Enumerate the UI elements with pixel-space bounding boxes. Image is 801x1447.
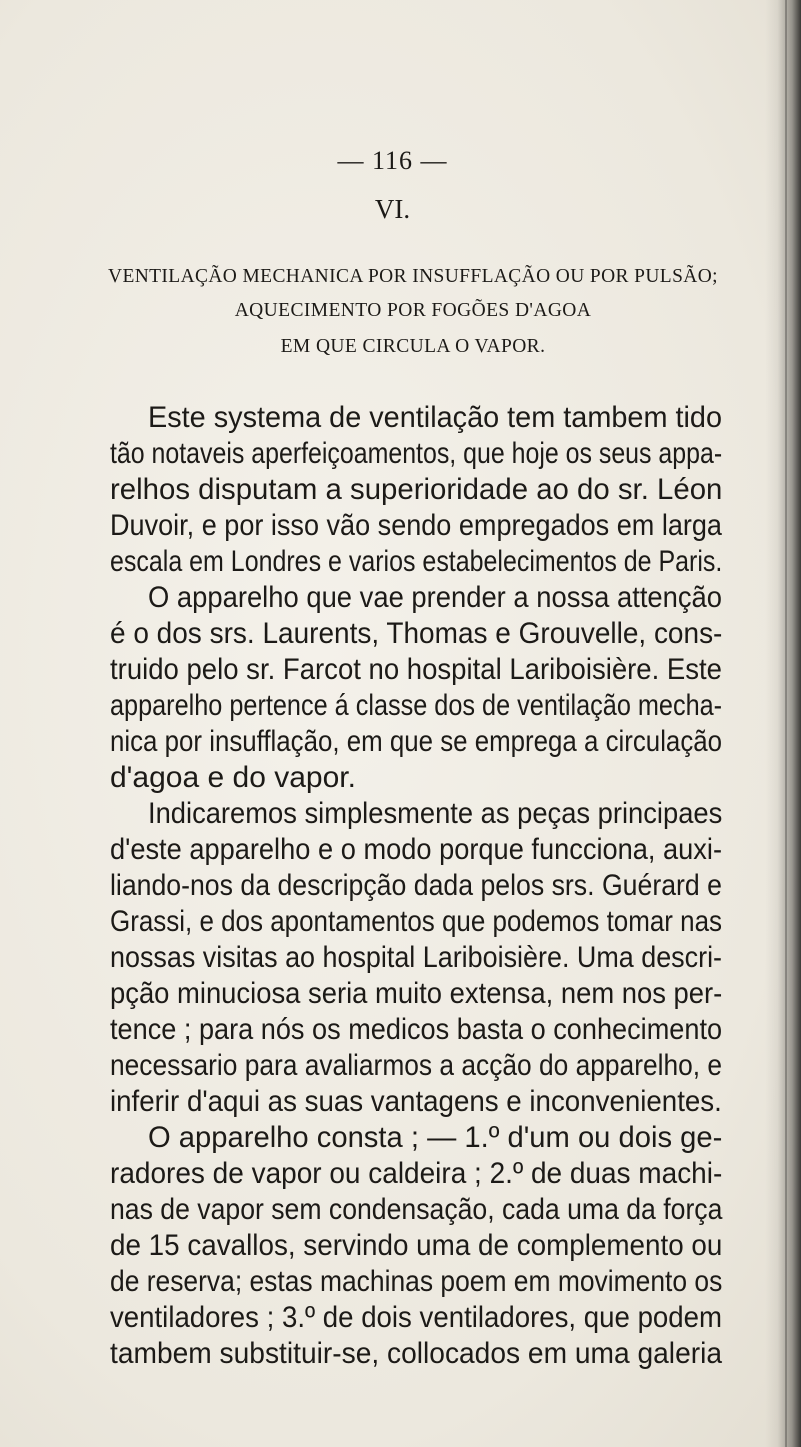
- section-heading-line-3: EM QUE CIRCULA O VAPOR.: [280, 336, 546, 357]
- body-line: escala em Londres e varios estabelecimentos de Paris.: [110, 545, 723, 578]
- body-line: liando-nos da descripção dada pelos srs. Guérard e: [110, 869, 722, 902]
- body-line: nica por insufflação, em que se emprega a circulação: [110, 725, 723, 758]
- body-line: d'este apparelho e o modo porque funcciona, auxi-: [110, 833, 723, 866]
- body-line: tão notaveis aperfeiçoamentos, que hoje os seus appa-: [110, 437, 723, 470]
- body-line: Este systema de ventilação tem tambem tido: [148, 401, 723, 434]
- body-line: de reserva; estas machinas poem em movimento os: [110, 1265, 723, 1298]
- body-line: Indicaremos simplesmente as peças principaes: [148, 797, 723, 830]
- body-line: O apparelho que vae prender a nossa attenção: [148, 581, 723, 614]
- body-line: nas de vapor sem condensação, cada uma da força: [110, 1193, 723, 1226]
- page-number: — 116 —: [337, 146, 448, 175]
- section-heading-line-2: AQUECIMENTO POR FOGÕES D'AGOA: [234, 300, 592, 321]
- body-line: pção minuciosa seria muito extensa, nem nos per-: [110, 977, 723, 1010]
- body-line: nossas visitas ao hospital Lariboisière. Uma descri-: [110, 941, 723, 974]
- body-line: Grassi, e dos apontamentos que podemos tomar nas: [110, 905, 723, 938]
- body-line: tambem substituir-se, collocados em uma galeria: [110, 1337, 723, 1370]
- body-line: necessario para avaliarmos a acção do apparelho, e: [110, 1049, 723, 1082]
- body-line: ventiladores ; 3.º de dois ventiladores, que podem: [110, 1301, 722, 1334]
- body-line: radores de vapor ou caldeira ; 2.º de duas machi-: [110, 1157, 723, 1190]
- body-line: O apparelho consta ; — 1.º d'um ou dois ge-: [148, 1121, 723, 1154]
- body-line: relhos disputam a superioridade ao do sr. Léon: [110, 473, 723, 506]
- section-heading-line-1: VENTILAÇÃO MECHANICA POR INSUFFLAÇÃO OU POR PULSÃO;: [108, 266, 718, 287]
- body-line: d'agoa e do vapor.: [110, 761, 356, 794]
- body-line: é o dos srs. Laurents, Thomas e Grouvelle, cons-: [110, 617, 723, 650]
- body-line: de 15 cavallos, servindo uma de complemento ou: [110, 1229, 723, 1262]
- body-line: tence ; para nós os medicos basta o conhecimento: [110, 1013, 723, 1046]
- chapter-number: VI.: [374, 194, 411, 224]
- body-line: Duvoir, e por isso vão sendo empregados em larga: [110, 509, 722, 542]
- body-line: truido pelo sr. Farcot no hospital Lariboisière. Este: [110, 653, 723, 686]
- body-line: apparelho pertence á classe dos de ventilação mecha-: [110, 689, 723, 722]
- body-line: inferir d'aqui as suas vantagens e inconvenientes.: [110, 1085, 722, 1118]
